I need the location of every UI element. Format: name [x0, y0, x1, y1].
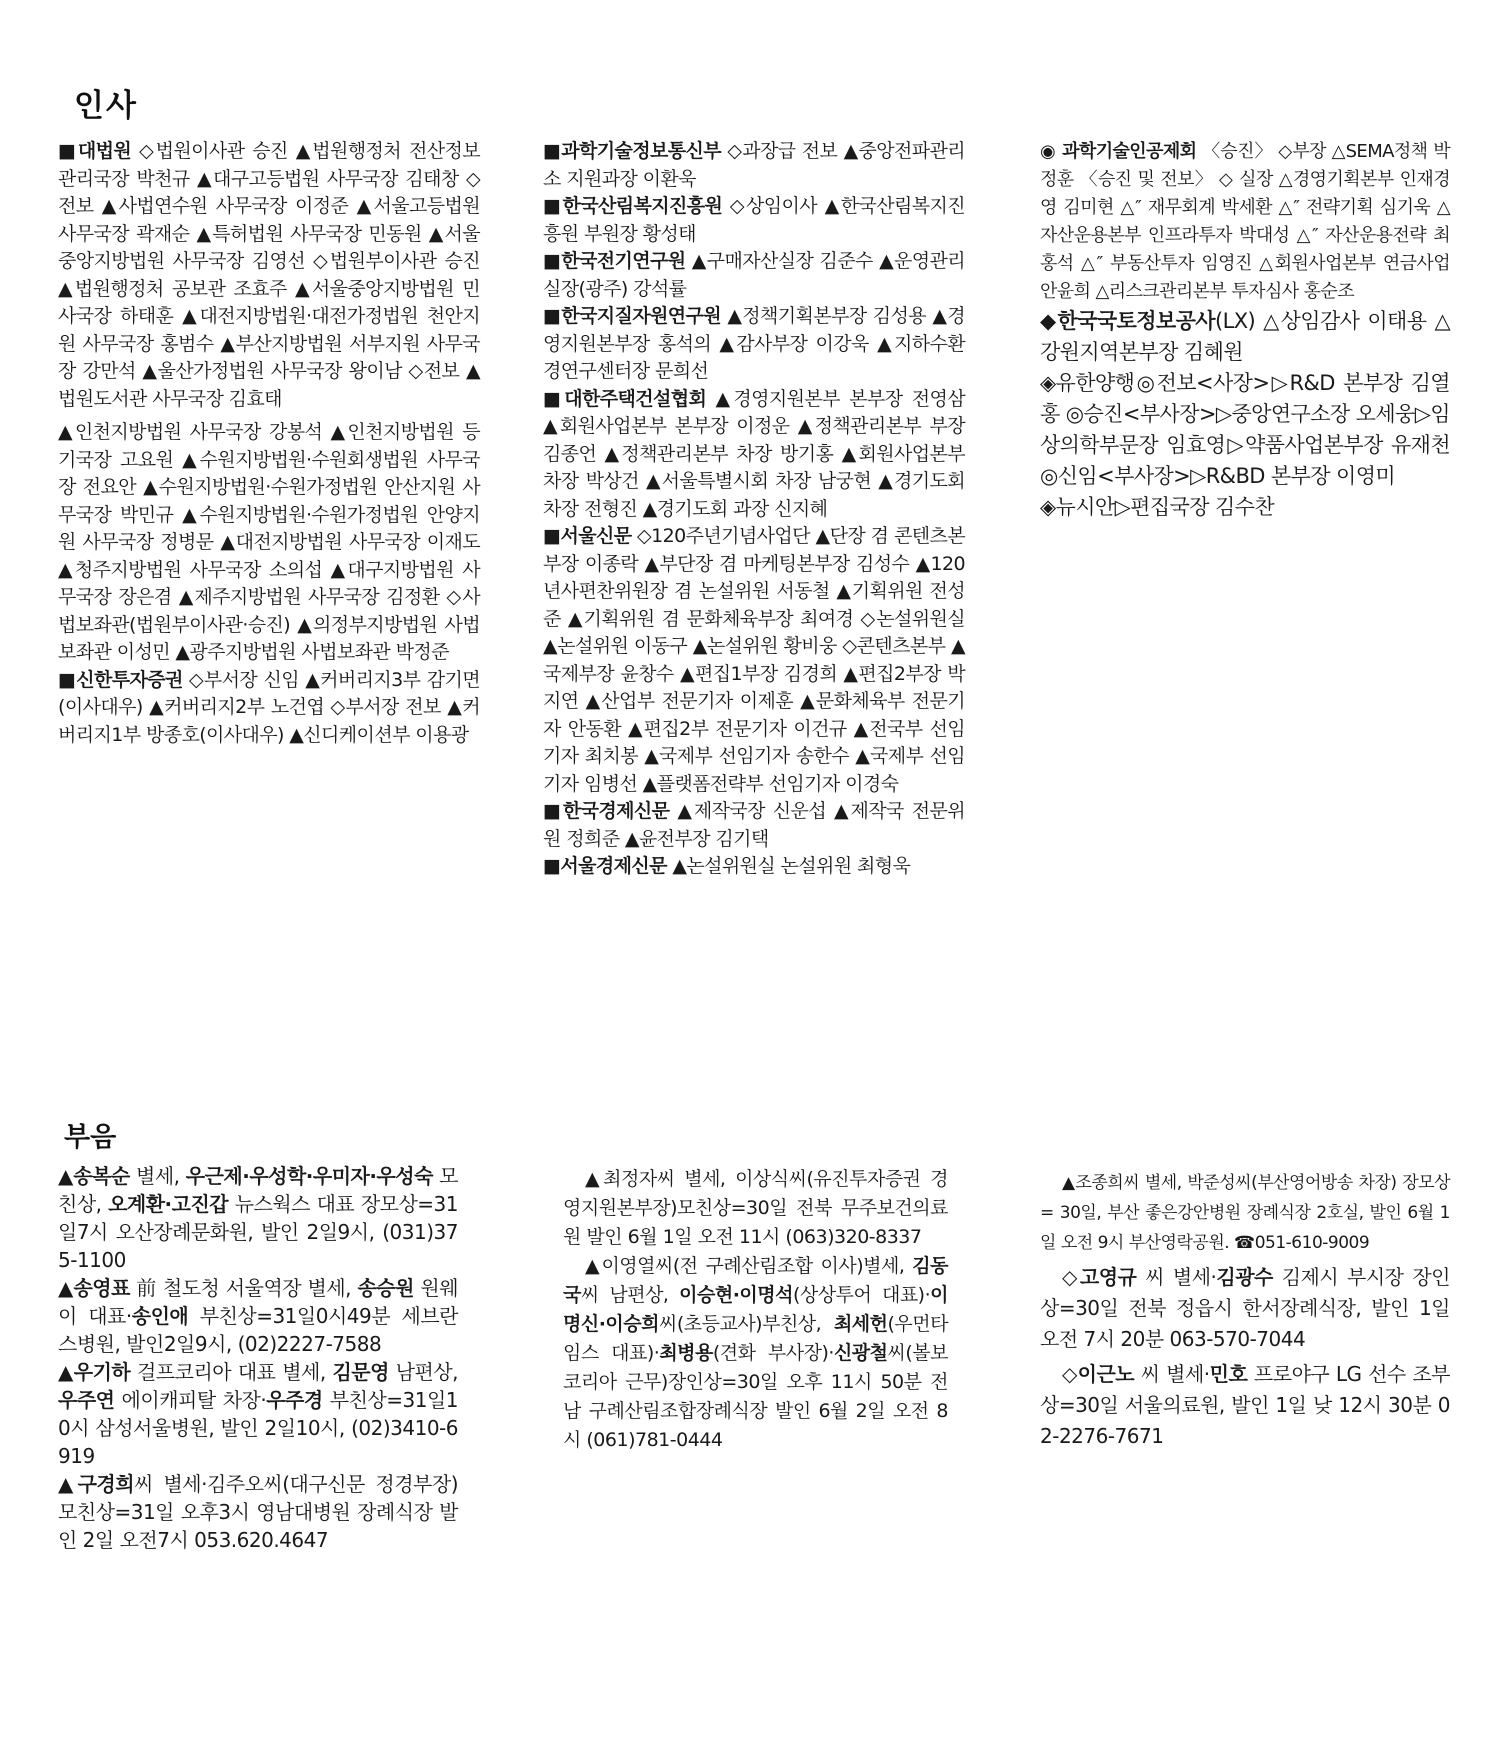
appointment-text: ▲인천지방법원 사무국장 강봉석 ▲인천지방법원 등기국장 고요원 ▲수원지방법원·수원회생법원 사무국장 전요안 ▲수원지방법원·수원가정법원 안산지원 사무국장 박민규 ▲수원지방법원·수원가정법원 안양지원 사무국장 정병문 ▲대전지방법원 사무국장 이재도 ▲청주지방법원 사무국장 소의섭 ▲대구지방법원 사무국장 장은겸 ▲제주지방법원 사무국장 김정환 ◇사법보좌관(법원부이사관·승진) ▲의정부지방법원 사법보좌관 이성민 ▲광주지방법원 사법보좌관 박정준	[58, 421, 480, 663]
obituary-entry: ◇고영규 씨 별세·김광수 김제시 부시장 장인상=30일 전북 정읍시 한서장례식장, 발인 1일 오전 7시 20분 063-570-7044	[1040, 1265, 1450, 1351]
organization-name: ■신한투자증권	[58, 668, 183, 691]
organization-name: ■서울경제신문	[543, 855, 667, 877]
insa-entry	[1040, 368, 1450, 492]
appointment-text: ◈유한양행◎전보<사장>▷R&D 본부장 김열홍 ◎승진<부사장>▷중앙연구소장 오세웅▷임상의학부문장 임효영▷약품사업본부장 유재천◎신임<부사장>▷R&BD 본부장 이영미	[1040, 371, 1450, 488]
organization-name: ■서울신문	[543, 525, 632, 547]
insa-column-3	[1040, 138, 1450, 523]
appointment-text: ◇법원이사관 승진 ▲법원행정처 전산정보관리국장 박천규 ▲대구고등법원 사무국장 김태창 ◇전보 ▲사법연수원 사무국장 이정준 ▲서울고등법원 사무국장 곽재순 ▲특허법원 사무국장 민동원 ▲서울중앙지방법원 사무국장 김영선 ◇법원부이사관 승진 ▲법원행정처 공보관 조효주 ▲서울중앙지방법원 민사국장 하태훈 ▲대전지방법원·대전가정법원 천안지원 사무국장 홍범수 ▲부산지방법원 서부지원 사무국장 강만석 ▲울산가정법원 사무국장 왕이남 ◇전보 ▲법원도서관 사무국장 김효태	[58, 140, 480, 410]
organization-name: ■대한주택건설협회	[543, 387, 707, 410]
obituary-entry: ▲이영열씨(전 구례산림조합 이사)별세, 김동국씨 남편상, 이승현·이명석(상상투어 대표)·이명신·이승희씨(초등교사)부친상, 최세헌(우먼타임스 대표)·최병용(견화 부사장)·신광철씨(볼보코리아 근무)장인상=30일 오후 11시 50분 전남 구례산림조합장례식장 발인 6월 2일 오전 8시 (061)781-0444	[563, 1255, 948, 1451]
organization-name: ◆한국국토정보공사	[1040, 309, 1215, 333]
insa-entry	[58, 419, 480, 667]
obituary-entry: ▲조종희씨 별세, 박준성씨(부산영어방송 차장) 장모상 = 30일, 부산 좋은강안병원 장례식장 2호실, 발인 6월 1일 오전 9시 부산영락공원. ☎051-610-9009	[1040, 1173, 1450, 1253]
appointment-text: ◇과장급 전보 ▲중앙전파관리소 지원과장 이환욱	[543, 140, 966, 190]
insa-column-2	[543, 138, 965, 881]
organization-name: ■한국지질자원연구원	[543, 305, 722, 327]
obituary-entry: ▲송영표 前 철도청 서울역장 별세, 송승원 원웨이 대표·송인애 부친상=31일0시49분 세브란스병원, 발인2일9시, (02)2227-7588	[58, 1276, 459, 1356]
appointment-text: ▲논설위원실 논설위원 최형욱	[666, 855, 911, 877]
bueum-column-1	[58, 1162, 458, 1554]
appointment-text: (LX) △상임감사 이태용 △강원지역본부장 김혜원	[1040, 309, 1450, 364]
insa-entry	[543, 853, 965, 881]
obituary-entry: ▲송복순 별세, 우근제·우성학·우미자·우성숙 모친상, 오계환·고진갑 뉴스웍스 대표 장모상=31일7시 오산장례문화원, 발인 2일9시, (031)375-1100	[58, 1164, 459, 1272]
bueum-column-3	[1040, 1168, 1450, 1452]
appointment-text: ▲구매자산실장 김준수 ▲운영관리실장(광주) 강석률	[543, 250, 965, 300]
appointment-text: ▲정책기획본부장 김성용 ▲경영지원본부장 홍석의 ▲감사부장 이강욱 ▲지하수환경연구센터장 문희선	[543, 305, 966, 382]
insa-entry	[543, 303, 965, 386]
organization-name: ■한국전기연구원	[543, 250, 686, 272]
appointment-text: ◈뉴시안▷편집국장 김수찬	[1040, 495, 1275, 519]
organization-name: ■한국경제신문	[543, 800, 670, 822]
insa-entry	[543, 193, 965, 248]
insa-entry	[58, 138, 480, 413]
insa-entry	[543, 386, 965, 524]
bueum-heading: 부음	[64, 1122, 117, 1153]
obituary-entry: ▲구경희씨 별세·김주오씨(대구신문 정경부장) 모친상=31일 오후3시 영남대병원 장례식장 발인 2일 오전7시 053.620.4647	[58, 1472, 459, 1552]
insa-entry	[543, 523, 965, 798]
obituary-entry: ▲우기하 걸프코리아 대표 별세, 김문영 남편상, 우주연 에이캐피탈 차장·우주경 부친상=31일10시 삼성서울병원, 발인 2일10시, (02)3410-6919	[58, 1360, 459, 1468]
bueum-column-2	[563, 1165, 948, 1455]
insa-column-1	[58, 138, 480, 749]
insa-entry	[543, 798, 965, 853]
obituary-entry: ◇이근노 씨 별세·민호 프로야구 LG 선수 조부상=30일 서울의료원, 발인 1일 낮 12시 30분 02-2276-7671	[1040, 1362, 1450, 1448]
appointment-text: 〈승진〉 ◇부장 △SEMA정책 박정훈 〈승진 및 전보〉 ◇ 실장 △경영기획본부 인재경영 김미현 △″ 재무회계 박세환 △″ 전략기획 심기욱 △자산운용본부 인프라투자 박대성 △″ 자산운용전략 최홍석 △″ 부동산투자 임영진 △회원사업본부 연금사업 안윤희 △리스크관리본부 투자심사 홍순조	[1040, 141, 1450, 302]
organization-name: ■과학기술정보통신부	[543, 140, 722, 162]
insa-entry	[58, 667, 480, 750]
insa-entry	[543, 248, 965, 303]
insa-entry	[543, 138, 965, 193]
appointment-text: ▲제작국장 신운섭 ▲제작국 전문위원 정희준 ▲윤전부장 김기택	[543, 800, 965, 850]
insa-heading: 인사	[74, 88, 138, 124]
insa-entry	[1040, 492, 1450, 523]
organization-name: ■대법원	[58, 140, 132, 162]
appointment-text: ▲경영지원본부 본부장 전영삼 ▲회원사업본부 본부장 이정운 ▲정책관리본부 부장 김종언 ▲정책관리본부 차장 방기홍 ▲회원사업본부 차장 박상건 ▲서울특별시회 차장 남궁현 ▲경기도회 차장 전형진 ▲경기도회 과장 신지혜	[543, 387, 965, 520]
appointment-text: ◇120주년기념사업단 ▲단장 겸 콘텐츠본부장 이종락 ▲부단장 겸 마케팅본부장 김성수 ▲120년사편찬위원장 겸 논설위원 서동철 ▲기획위원 전성준 ▲기획위원 겸 문화체육부장 최여경 ◇논설위원실 ▲논설위원 이동구 ▲논설위원 황비웅 ◇콘텐츠본부 ▲국제부장 윤창수 ▲편집1부장 김경희 ▲편집2부장 박지연 ▲산업부 전문기자 이제훈 ▲문화체육부 전문기자 안동환 ▲편집2부 전문기자 이건규 ▲전국부 선임기자 최치봉 ▲국제부 선임기자 송한수 ▲국제부 선임기자 임병선 ▲플랫폼전략부 선임기자 이경숙	[543, 525, 965, 795]
appointment-text: ◇부서장 신임 ▲커버리지3부 감기면(이사대우) ▲커버리지2부 노건엽 ◇부서장 전보 ▲커버리지1부 방종호(이사대우) ▲신디케이션부 이용광	[58, 668, 480, 746]
organization-name: ■한국산림복지진흥원	[543, 195, 723, 217]
insa-entry	[1040, 306, 1450, 368]
insa-entry	[1040, 138, 1450, 306]
organization-name: ◉ 과학기술인공제회	[1040, 141, 1197, 162]
obituary-entry: ▲최정자씨 별세, 이상식씨(유진투자증권 경영지원본부장)모친상=30일 전북 무주보건의료원 발인 6월 1일 오전 11시 (063)320-8337	[563, 1168, 948, 1248]
appointment-text: ◇상임이사 ▲한국산림복지진흥원 부원장 황성태	[543, 195, 966, 245]
